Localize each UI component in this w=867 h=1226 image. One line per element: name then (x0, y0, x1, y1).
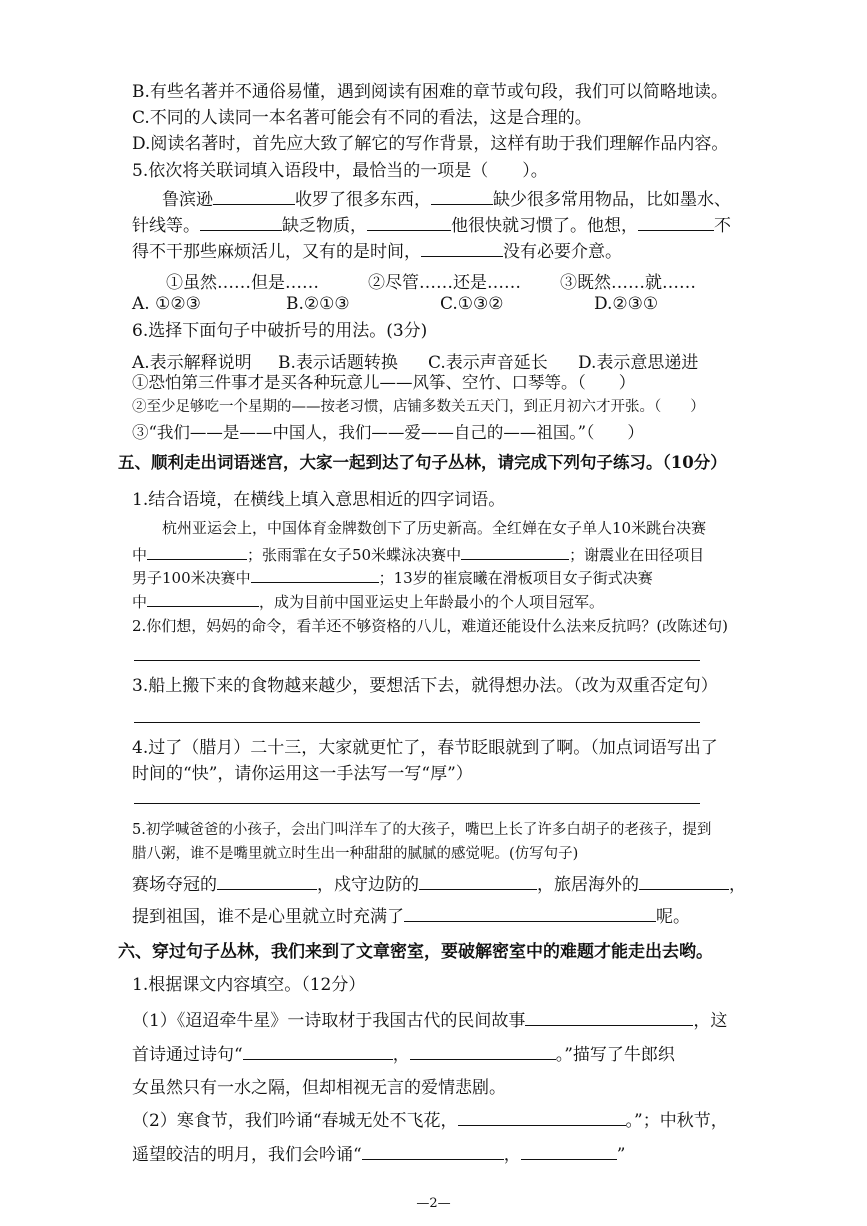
q4-option-b: B.有些名著并不通俗易懂，遇到阅读有困难的章节或句段，我们可以简略地读。 (132, 82, 728, 102)
sec5-q4-stem-1: 4.过了（腊月）二十三，大家就更忙了，春节眨眼就到了啊。（加点词语写出了 (132, 738, 718, 758)
page-number: —2— (416, 1196, 451, 1211)
fill-blank[interactable] (639, 875, 729, 890)
fill-blank[interactable] (458, 1111, 626, 1126)
fill-blank[interactable] (419, 875, 537, 890)
q6-stem: 6.选择下面句子中破折号的用法。(3分) (132, 321, 428, 341)
q5-stem: 5.依次将关联词填入语段中，最恰当的一项是（ ）。 (132, 161, 548, 181)
sec5-q1-stem: 1.结合语境，在横线上填入意思相近的四字词语。 (132, 490, 506, 510)
answer-line[interactable] (134, 660, 700, 661)
sec5-q5-stem-2: 腊八粥，谁不是嘴里就立时生出一种甜甜的腻腻的感觉呢。(仿写句子) (132, 846, 579, 862)
fill-blank[interactable] (200, 216, 282, 231)
q6-sentence-2: ②至少足够吃一个星期的——按老习惯，店铺多数关五天门，到正月初六才开张。（ ） (132, 399, 705, 415)
q6-option-b: B.表示话题转换 (278, 353, 398, 373)
q5-answer-a[interactable]: A. ①②③ (132, 294, 201, 314)
fill-blank[interactable] (217, 875, 317, 890)
fill-blank[interactable] (421, 242, 503, 257)
sec5-q1-passage-4: 中 ，成为目前中国亚运史上年龄最小的个人项目冠军。 (132, 593, 605, 611)
q5-choice-1: ①虽然……但是…… (166, 273, 319, 293)
q5-passage-line-1: 鲁滨逊 收罗了很多东西， 缺少很多常用物品，比如墨水、 (162, 190, 731, 210)
sec5-q1-passage-3: 男子100米决赛中 ；13岁的崔宸曦在滑板项目女子街式决赛 (132, 569, 653, 587)
fill-blank[interactable] (410, 1045, 556, 1060)
q4-option-d: D.阅读名著时，首先应大致了解它的写作背景，这样有助于我们理解作品内容。 (132, 134, 729, 154)
q5-passage-line-3: 得不干那些麻烦活儿，又有的是时间， 没有必要介意。 (132, 242, 622, 262)
sec5-q5-stem-1: 5.初学喊爸爸的小孩子，会出门叫洋车了的大孩子，嘴巴上长了许多白胡子的老孩子，提到 (132, 822, 712, 838)
fill-blank[interactable] (243, 1045, 393, 1060)
q5-choice-2: ②尽管……还是…… (368, 273, 521, 293)
section-5-title: 五、顺利走出词语迷宫，大家一起到达了句子丛林，请完成下列句子练习。（10分） (118, 453, 727, 472)
fill-blank[interactable] (251, 568, 379, 583)
q5-passage-line-2: 针线等。 缺乏物质， 他很快就习惯了。他想， 不 (132, 216, 731, 236)
q5-answer-c[interactable]: C.①③② (440, 294, 504, 314)
fill-blank[interactable] (147, 545, 247, 560)
fill-blank[interactable] (461, 545, 569, 560)
fill-blank[interactable] (147, 592, 259, 607)
q6-option-d: D.表示意思递进 (578, 353, 699, 373)
section-6-title: 六、穿过句子丛林，我们来到了文章密室，要破解密室中的难题才能走出去哟。 (118, 942, 713, 962)
q6-option-c: C.表示声音延长 (428, 353, 548, 373)
sec5-q4-stem-2: 时间的“快”，请你运用这一手法写一写“厚”） (132, 764, 473, 784)
q6-sentence-3: ③“我们——是——中国人，我们——爱——自己的——祖国。”（ ） (132, 423, 644, 442)
q5-answer-b[interactable]: B.②①③ (286, 294, 350, 314)
sec5-q5-line-2: 提到祖国，谁不是心里就立时充满了 呢。 (132, 907, 690, 927)
fill-blank[interactable] (367, 216, 451, 231)
fill-blank[interactable] (521, 1145, 617, 1160)
sec6-q1-line-3: 女虽然只有一水之隔，但却相视无言的爱情悲剧。 (132, 1078, 506, 1098)
q5-choice-3: ③既然……就…… (560, 273, 696, 293)
sec5-q3-stem: 3.船上搬下来的食物越来越少，要想活下去，就得想办法。（改为双重否定句） (132, 676, 718, 696)
sec6-q1-line-2: 首诗通过诗句“ ， 。”描写了牛郎织 (132, 1045, 675, 1065)
fill-blank[interactable] (362, 1145, 504, 1160)
sec5-q1-passage-2: 中 ；张雨霏在女子50米蝶泳决赛中 ；谢震业在田径项目 (132, 546, 705, 564)
fill-blank[interactable] (213, 190, 295, 205)
answer-line[interactable] (134, 722, 700, 723)
q4-option-c: C.不同的人读同一本名著可能会有不同的看法，这是合理的。 (132, 108, 592, 128)
fill-blank[interactable] (404, 907, 656, 922)
sec5-q1-passage-1: 杭州亚运会上，中国体育金牌数创下了历史新高。全红婵在女子单人10米跳台决赛 (162, 519, 707, 537)
q6-option-a: A.表示解释说明 (132, 353, 252, 373)
sec6-q1-line-5: 遥望皎洁的明月，我们会吟诵“ ， ” (132, 1145, 626, 1165)
q5-answer-d[interactable]: D.②③① (594, 294, 659, 314)
fill-blank[interactable] (638, 216, 714, 231)
sec6-q1-stem: 1.根据课文内容填空。（12分） (132, 975, 366, 995)
sec5-q2-stem: 2.你们想，妈妈的命令，看羊还不够资格的八儿，难道还能设什么法来反抗吗？(改陈述句) (132, 617, 729, 635)
q6-sentence-1: ①恐怕第三件事才是买各种玩意儿——风筝、空竹、口琴等。（ ） (132, 373, 636, 392)
answer-line[interactable] (134, 803, 700, 804)
fill-blank[interactable] (431, 190, 493, 205)
sec6-q1-line-1: （1）《迢迢牵牛星》一诗取材于我国古代的民间故事 ，这 (132, 1011, 728, 1031)
sec6-q1-line-4: （2）寒食节，我们吟诵“春城无处不飞花， 。”；中秋节， (132, 1111, 728, 1131)
sec5-q5-line-1: 赛场夺冠的 ，戍守边防的 ，旅居海外的 ， (132, 875, 746, 895)
fill-blank[interactable] (525, 1011, 693, 1026)
